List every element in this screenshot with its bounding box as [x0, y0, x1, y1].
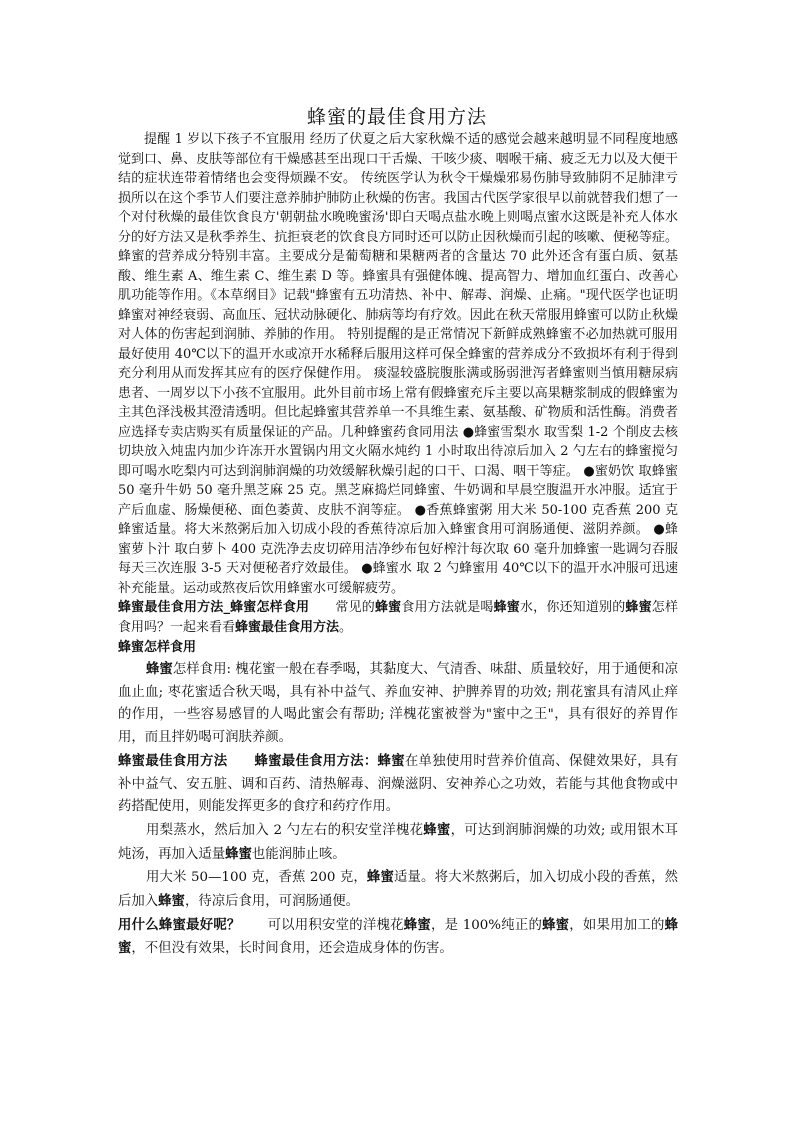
section-6-heading: 用什么蜂蜜最好呢？ [118, 916, 241, 933]
section-5-text: ，待凉后食用，可润肠通便。 [184, 894, 360, 910]
section-1-text: 怎样食用吗？一起来看看 [118, 600, 678, 635]
section-6-text: 可以用积安堂的洋槐花 [267, 917, 404, 933]
keyword: 蜂蜜 [146, 661, 173, 677]
section-5-text: 用大米 50—100 克，香蕉 200 克， [146, 870, 367, 886]
section-5-paragraph [118, 866, 678, 913]
section-4-text: 也能润肺止咳。 [251, 846, 346, 862]
intro-paragraph: 提醒 1 岁以下孩子不宜服用 经历了伏夏之后大家秋燥不适的感觉会越来越明显不同程度地感觉到口、鼻、皮肤等部位有干燥感甚至出现口干舌燥、干咳少痰、咽喉干痛、疲乏无力以及大便干结的症状连带着情绪也会变得烦躁不安。 传统医学认为秋令干燥燥邪易伤肺导致肺阴不足肺津亏损所以在这个季节人们要注意养肺护肺防止秋燥的伤害。我国古代医学家很早以前就替我们想了一个对付秋燥的最佳饮食良方'朝朝盐水晚晚蜜汤'即白天喝点盐水晚上则喝点蜜水这既是补充人体水分的好方法又是秋季养生、抗拒衰老的饮食良方同时还可以防止因秋燥而引起的咳嗽、便秘等症。 蜂蜜的营养成分特别丰富。主要成分是葡萄糖和果糖两者的含量达 70 此外还含有蛋白质、氨基酸、维生素 A、维生素 C、维生素 D 等。蜂蜜具有强健体魄、提高智力、增加血红蛋白、改善心肌功能等作用。《本草纲目》记载"蜂蜜有五功清热、补中、解毒、润燥、止痛。"现代医学也证明蜂蜜对神经衰弱、高血压、冠状动脉硬化、肺病等均有疗效。因此在秋天常服用蜂蜜可以防止秋燥对人体的伤害起到润肺、养肺的作用。 特别提醒的是正常情况下新鲜成熟蜂蜜不必加热就可服用最好使用 40℃以下的温开水或凉开水稀释后服用这样可保全蜂蜜的营养成分不致损坏有利于得到充分利用从而发挥其应有的医疗保健作用。 痰湿较盛脘腹胀满或肠弱泄泻者蜂蜜则当慎用糖尿病患者、一周岁以下小孩不宜服用。此外目前市场上常有假蜂蜜充斥主要以高果糖浆制成的假蜂蜜为主其色泽浅极其澄清透明。但比起蜂蜜其营养单一不具维生素、氨基酸、矿物质和活性酶。消费者应选择专卖店购买有质量保证的产品。几种蜂蜜药食同用法 ●蜂蜜雪梨水 取雪梨 1-2 个削皮去核切块放入炖盅内加少许冻开水置锅内用文火隔水炖约 1 小时取出待凉后加入 2 勺左右的蜂蜜搅匀即可喝水吃梨内可达到润肺润燥的功效缓解秋燥引起的口干、口渴、咽干等症。 ●蜜奶饮 取蜂蜜 50 毫升牛奶 50 毫升黑芝麻 25 克。黑芝麻捣烂同蜂蜜、牛奶调和早晨空腹温开水冲服。适宜于产后血虚、肠燥便秘、面色萎黄、皮肤不润等症。 ●香蕉蜂蜜粥 用大米 50-100 克香蕉 200 克蜂蜜适量。将大米熬粥后加入切成小段的香蕉待凉后加入蜂蜜食用可润肠通便、滋阴养颜。 ●蜂蜜萝卜汁 取白萝卜 400 克洗净去皮切碎用洁净纱布包好榨汁每次取 60 毫升加蜂蜜一匙调匀吞服每天三次连服 3-5 天对便秘者疗效最佳。 ●蜂蜜水 取 2 勺蜂蜜用 40℃以下的温开水冲服可迅速补充能量。运动或熬夜后饮用蜂蜜水可缓解疲劳。 [118, 132, 678, 596]
keyword: 蜂蜜 [118, 916, 679, 957]
keyword: 蜂蜜 [377, 752, 405, 769]
keyword: 蜂蜜 [374, 600, 402, 615]
document-body [118, 130, 678, 961]
section-1-paragraph [118, 598, 678, 638]
section-3-paragraph [118, 750, 678, 819]
keyword: 蜂蜜最佳食用方法 [235, 620, 340, 635]
section-3-heading: 蜂蜜最佳食用方法 [118, 752, 228, 769]
section-4-paragraph [118, 819, 678, 866]
section-5-text: 适量。将大米熬粥后，加入切成小段的香蕉，然后加入 [118, 870, 678, 910]
section-4-text: ，可达到润肺润燥的功效; 或用银木耳炖汤，再加入适量 [118, 822, 678, 862]
keyword: 蜂蜜 [403, 916, 431, 933]
section-6-text: ，不但没有效果，长时间食用，还会造成身体的伤害。 [131, 941, 453, 957]
section-1-text: 。 [339, 620, 353, 635]
section-1-heading: 蜂蜜最佳食用方法_蜂蜜怎样食用 [118, 600, 310, 615]
section-6-paragraph [118, 914, 678, 961]
keyword: 蜂蜜 [158, 893, 185, 910]
section-3-subheading: 蜂蜜最佳食用方法： [254, 752, 378, 769]
section-2-heading-line [118, 638, 678, 658]
section-4-text: 用梨蒸水，然后加入 2 勺左右的积安堂洋槐花 [146, 822, 424, 838]
section-1-text: 水，你还知道别的 [519, 600, 626, 615]
section-6-text: ，是 100%纯正的 [430, 917, 543, 933]
section-2-text: 怎样食用: 槐花蜜一般在春季喝，其黏度大、气清香、味甜、质量较好，用于通便和凉血止血; 枣花蜜适合秋天喝，具有补中益气、养血安神、护脾养胃的功效; 荆花蜜具有清风止痒的作用，一些容易感冒的人喝此蜜会有帮助; 洋槐花蜜被誉为"蜜中之王"，具有很好的养胃作用，而且拌奶喝可润肤养颜。 [118, 662, 679, 746]
keyword: 蜂蜜 [542, 916, 570, 933]
section-2-paragraph [118, 658, 678, 750]
section-6-text: ，如果用加工的 [569, 917, 665, 933]
section-2-heading: 蜂蜜怎样食用 [118, 640, 197, 655]
section-1-text: 常见的 [335, 600, 375, 615]
keyword: 蜂蜜 [625, 600, 652, 615]
keyword: 蜂蜜 [423, 821, 451, 838]
document-title: 蜂蜜的最佳食用方法 [306, 106, 487, 128]
keyword: 蜂蜜 [366, 869, 394, 886]
section-1-text: 食用方法就是喝 [401, 600, 494, 615]
keyword: 蜂蜜 [493, 600, 520, 615]
section-3-text: 在单独使用时营养价值高、保健效果好，具有补中益气、安五脏、调和百药、清热解毒、润燥滋阴、安神养心之功效，若能与其他食物或中药搭配使用，则能发挥更多的食疗和药疗作用。 [118, 753, 679, 815]
keyword: 蜂蜜 [225, 845, 252, 862]
